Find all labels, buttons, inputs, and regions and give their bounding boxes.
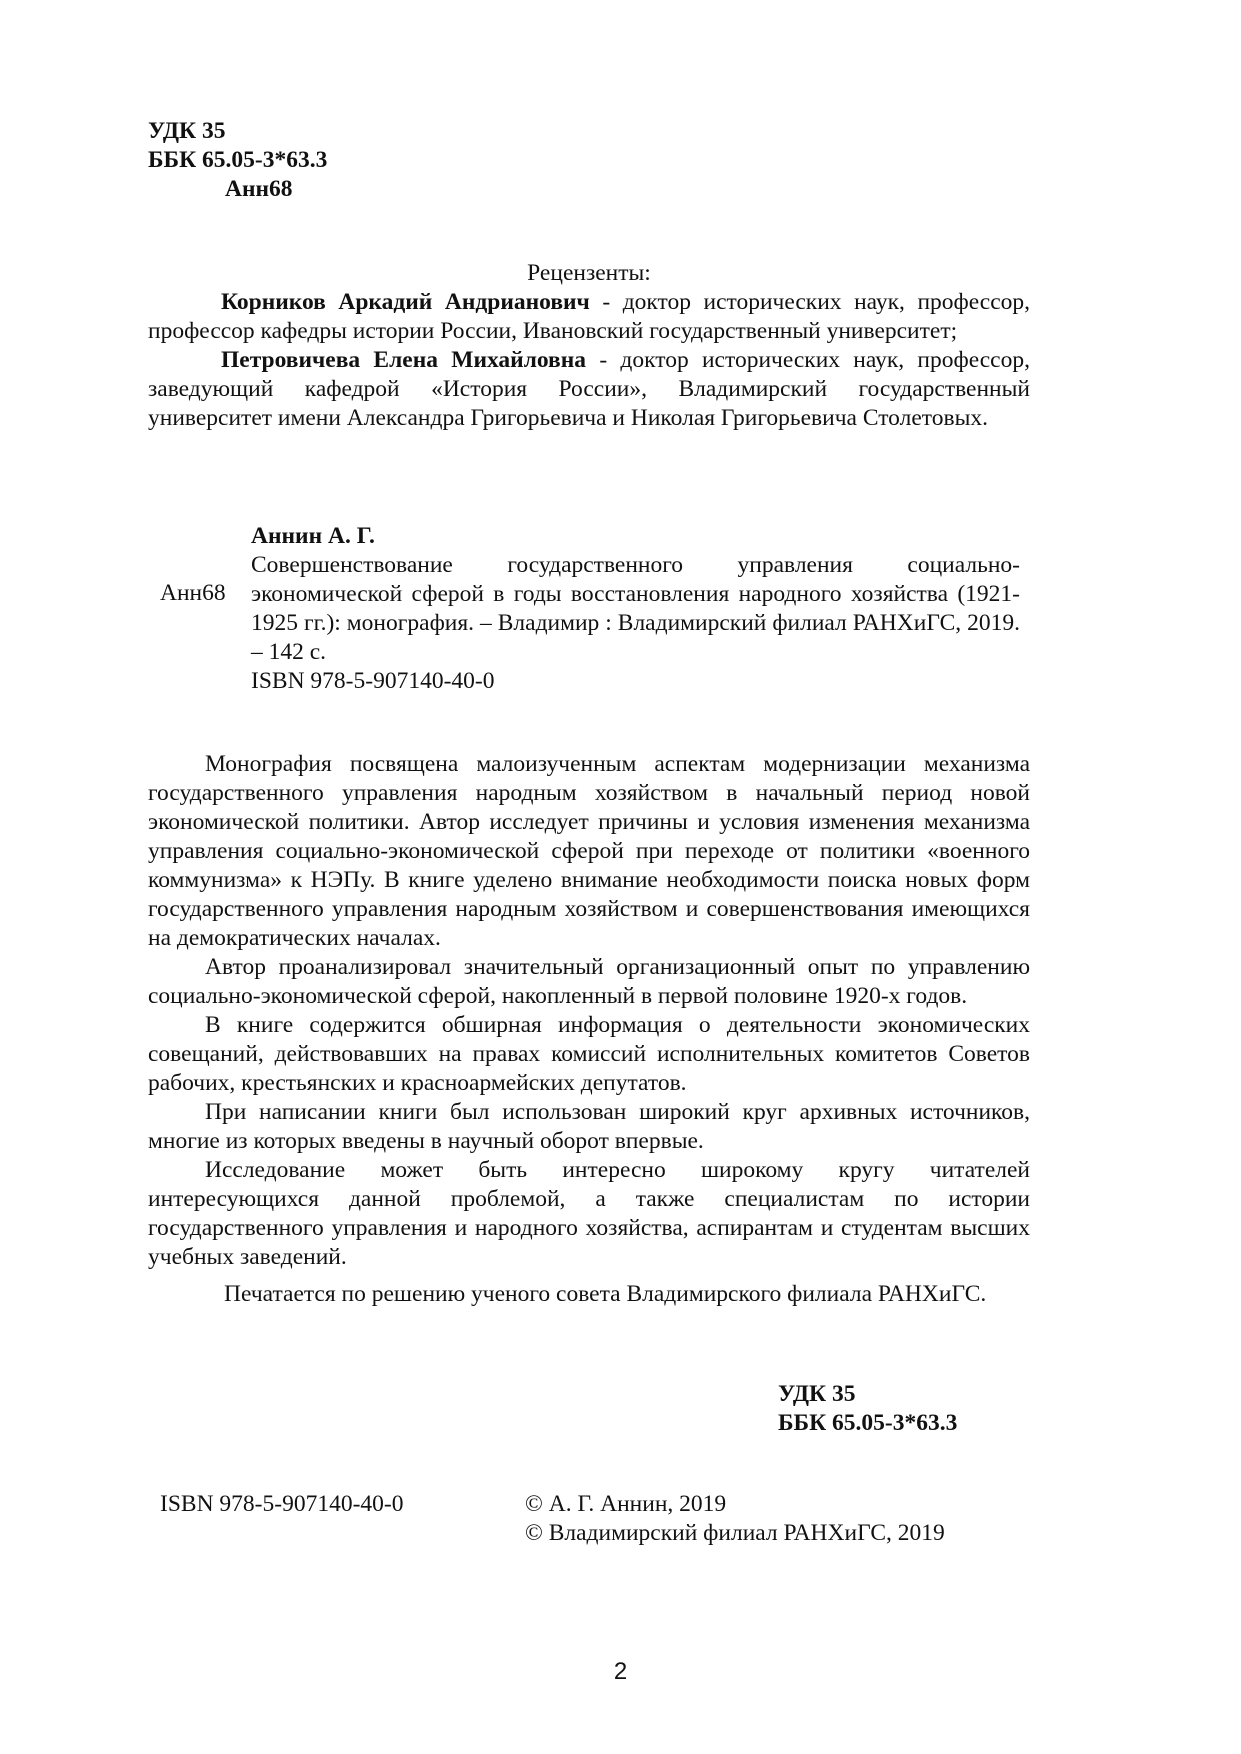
reviewer-1 <box>148 288 1030 346</box>
annotation-paragraph: Исследование может быть интересно широкому кругу читателей интересующихся данной проблемой, а также специалистам по истории государственного управления и народного хозяйства, аспирантам и студентам высших учебных заведений. <box>148 1157 1030 1270</box>
isbn-footer: ISBN 978-5-907140-40-0 <box>160 1491 404 1517</box>
udk-code-bottom: УДК 35 <box>778 1381 856 1407</box>
classification-codes-top <box>148 117 448 204</box>
reviewer-2 <box>148 346 1030 433</box>
bbk-code: ББК 65.05-3*63.3 <box>148 147 328 173</box>
annotation-paragraph: В книге содержится обширная информация о деятельности экономических совещаний, действовавших на правах комиссий исполнительных комитетов Советов рабочих, крестьянских и красноармейских депутатов. <box>148 1012 1030 1096</box>
page-number: 2 <box>613 1658 628 1685</box>
catalog-record <box>251 522 1020 696</box>
annotation-paragraph: При написании книги был использован широкий круг архивных источников, многие из которых введены в научный оборот впервые. <box>148 1099 1030 1154</box>
classification-codes-bottom <box>778 1380 957 1438</box>
catalog-code: Анн68 <box>160 580 226 606</box>
catalog-author: Аннин А. Г. <box>251 523 375 549</box>
reviewer-2-description: - доктор исторических наук, профессор, заведующий кафедрой «История России», Владимирский государственный университет имени Александра Григорьевича и Николая Григорьевича Столетовых. <box>148 347 1030 431</box>
copyright-author: © А. Г. Аннин, 2019 <box>525 1491 727 1517</box>
reviewer-1-description: - доктор исторических наук, профессор, профессор кафедры истории России, Ивановский государственный университет; <box>148 289 1031 344</box>
catalog-description: Совершенствование государственного управления социально-экономической сферой в годы восстановления народного хозяйства (1921-1925 гг.): монография. – Владимир : Владимирский филиал РАНХиГС, 2019. – 142 с. <box>251 552 1020 665</box>
annotation-paragraph: Автор проанализировал значительный организационный опыт по управлению социально-экономической сферой, накопленный в первой половине 1920-х годов. <box>148 954 1030 1009</box>
udk-code: УДК 35 <box>148 118 226 144</box>
annotation-paragraph: Монография посвящена малоизученным аспектам модернизации механизма государственного управления народным хозяйством в начальный период новой экономической политики. Автор исследует причины и условия изменения механизма управления социально-экономической сферой при переходе от политики «военного коммунизма» к НЭПу. В книге уделено внимание необходимости поиска новых форм государственного управления народным хозяйством и совершенствования имеющихся на демократических началах. <box>148 751 1030 951</box>
catalog-isbn: ISBN 978-5-907140-40-0 <box>251 668 495 694</box>
copyright-block <box>525 1490 945 1548</box>
reviewer-1-name: Корников Аркадий Андрианович <box>221 289 590 315</box>
bbk-code-bottom: ББК 65.05-3*63.3 <box>778 1410 958 1436</box>
copyright-publisher: © Владимирский филиал РАНХиГС, 2019 <box>525 1520 945 1546</box>
author-sign: Анн68 <box>225 176 293 202</box>
publication-notice: Печатается по решению ученого совета Владимирского филиала РАНХиГС. <box>224 1281 987 1307</box>
reviewer-2-name: Петровичева Елена Михайловна <box>221 347 587 373</box>
reviewers-heading: Рецензенты: <box>527 260 651 286</box>
annotation-section <box>148 750 1030 1309</box>
reviewers-section <box>148 259 1030 433</box>
